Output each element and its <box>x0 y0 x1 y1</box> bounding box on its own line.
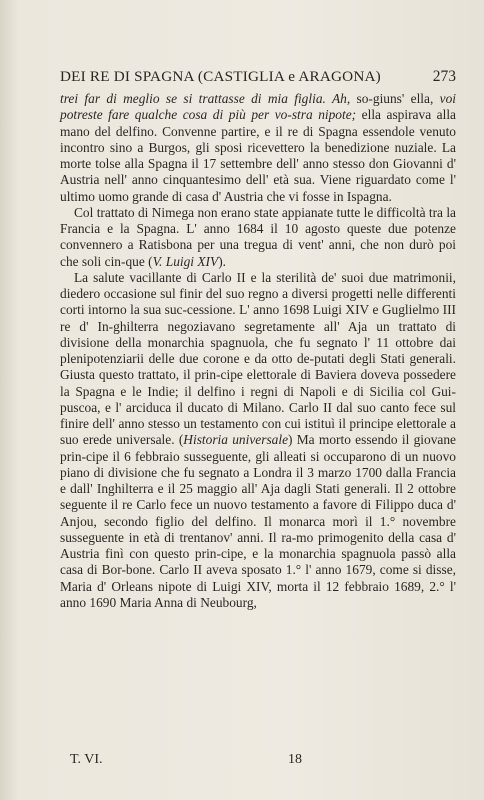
page-footer <box>60 752 456 772</box>
text-run: ) Ma morto essendo il giovane prin-cipe il 6 febbraio susseguente, gli alleati si occuparono di un nuovo piano di divisione che fu segnato a Londra il 3 marzo 1700 dalla Francia e dall' Inghilterra e il 25 maggio all' Aja dagli Stati generali. Il 2 ottobre seguente il re Carlo fece un nuovo testamento a favore di Filippo duca d' Anjou, secondo figlio del delfino. Il monarca morì il 1.° novembre susseguente in età di trentanov' anni. Il ra-mo primogenito della casa d' Austria finì con questo prin-cipe, e la monarchia spagnuola passò alla casa di Bor-bone. Carlo II aveva sposato 1.° l' anno 1679, come si disse, Maria d' Orleans nipote di Luigi XIV, morta il 12 febbraio 1689, 2.° l' anno 1690 Maria Anna di Neubourg, <box>60 432 456 610</box>
italic-text: V. Luigi XIV <box>152 253 219 269</box>
text-run: ). <box>218 253 226 269</box>
running-header <box>60 68 456 88</box>
italic-text: trei far di meglio se si trattasse di mia figlia. Ah, <box>60 91 351 106</box>
paragraph <box>60 270 456 611</box>
body-text <box>60 91 456 611</box>
page-number: 273 <box>432 68 456 85</box>
text-run: so-giuns' ella, <box>350 91 440 106</box>
volume-label: T. VI. <box>70 752 103 767</box>
running-title: DEI RE DI SPAGNA (CASTIGLIA e ARAGONA) <box>60 68 381 85</box>
text-run: La salute vacillante di Carlo II e la sterilità de' suoi due matrimonii, diedero occasione sul finir del suo regno a diversi progetti nelle differenti corti intorno la sua suc-cessione. L' anno 1698 Luigi XIV e Guglielmo III re d' In-ghilterra negoziavano segretamente all' Aja un trattato di divisione della monarchia spagnuola, che fu segnato l' 11 ottobre dai plenipotenziarii delle due corone e da otto de-putati degli Stati generali. Giusta questo trattato, il prin-cipe elettorale di Baviera doveva possedere la Spagna e le Indie; il delfino i regni di Napoli e di Sicilia col Gui-puscoa, e l' arciduca il ducato di Milano. Carlo II dal suo canto fece sul finire dell' anno stesso un testamento con cui istituì il principe elettorale a suo erede universale. ( <box>60 269 456 448</box>
text-run: Col trattato di Nimega non erano state appianate tutte le difficoltà tra la Francia e la Spagna. L' anno 1684 il 10 agosto queste due potenze convennero a Ratisbona per una tregua di vent' anni, che non durò poi che soli cin-que ( <box>60 204 456 269</box>
paragraph <box>60 91 456 205</box>
italic-text: voi potreste fare qualche cosa di più per vo-stra nipote; <box>60 91 456 123</box>
signature-mark: 18 <box>288 752 302 767</box>
paragraph <box>60 205 456 270</box>
text-run: ella aspirava alla mano del delfino. Convenne partire, e il re di Spagna essendole venuto incontro sino a Burgos, gli sposi ricevettero la benedizione nuziale. La morte tolse alla Spagna il 17 settembre dell' anno stesso don Giovanni d' Austria nell' anno cinquantesimo dell' età sua. Viene riguardato come l' ultimo uomo grande di casa d' Austria che vi fosse in Ispagna. <box>60 107 456 204</box>
italic-text: Historia universale <box>183 432 289 448</box>
